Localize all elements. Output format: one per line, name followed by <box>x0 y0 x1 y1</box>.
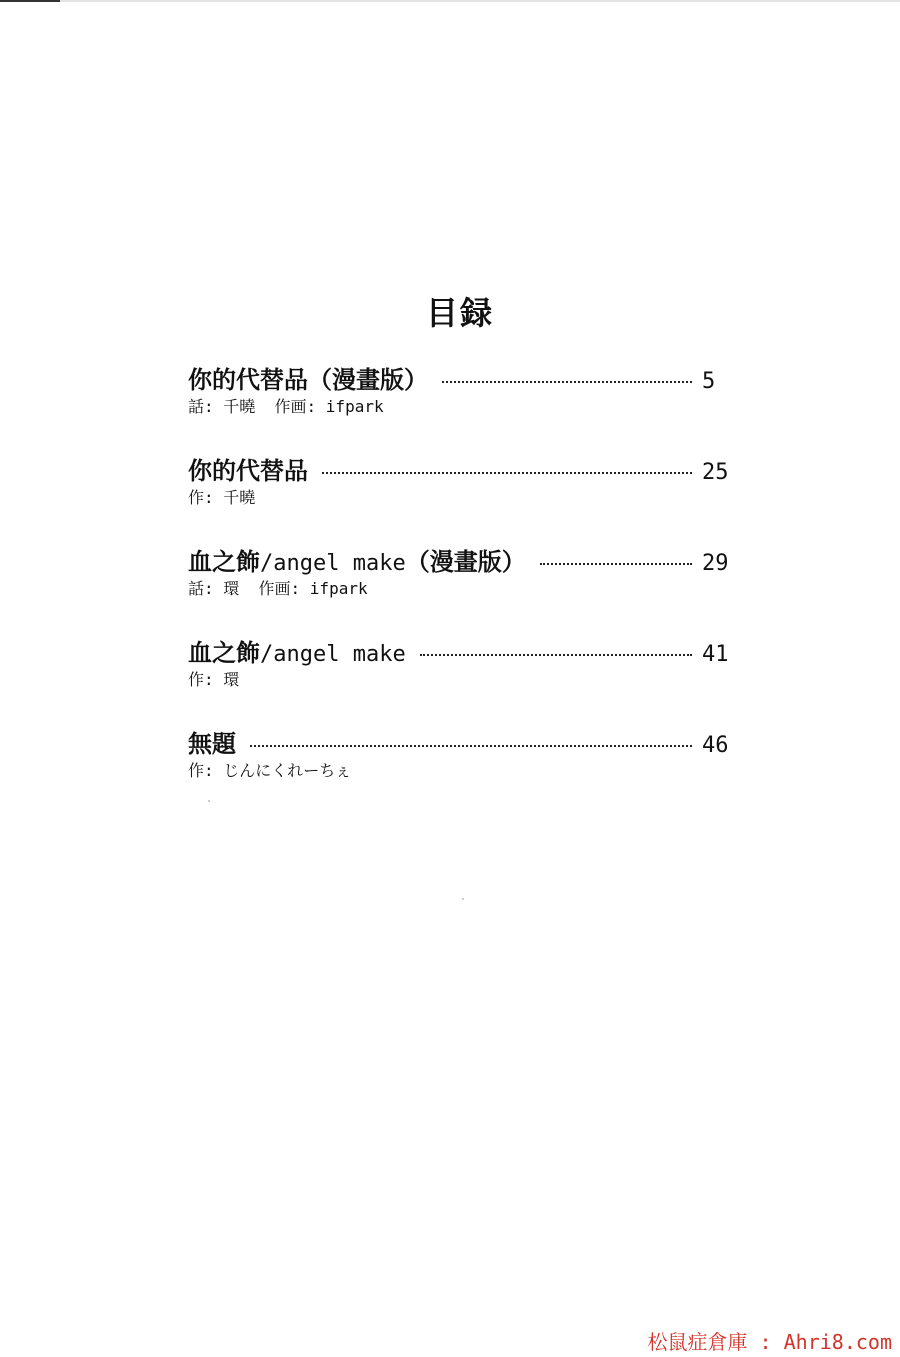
toc-entry-line <box>188 724 736 756</box>
toc-entry-title <box>188 724 236 759</box>
scan-top-border <box>0 0 900 2</box>
toc-entry-line <box>188 360 736 392</box>
table-of-contents <box>188 360 736 815</box>
toc-entry-title-cjk: 無題 <box>188 729 236 758</box>
toc-entry[interactable] <box>188 451 736 542</box>
toc-entry-title <box>188 451 308 486</box>
toc-entry-title <box>188 542 526 577</box>
toc-page-number: 46 <box>702 733 729 758</box>
toc-entry-line <box>188 451 736 483</box>
toc-leader-dots <box>420 654 692 656</box>
scan-speck <box>462 898 464 900</box>
toc-leader-dots <box>442 381 692 383</box>
toc-page-number: 25 <box>702 460 729 485</box>
toc-entry-title-suffix: （漫畫版） <box>405 547 526 576</box>
toc-entry-title <box>188 633 406 668</box>
toc-entry[interactable] <box>188 542 736 633</box>
toc-page-number: 29 <box>702 551 729 576</box>
toc-entry-line <box>188 633 736 665</box>
toc-entry-credit: 作: 環 <box>188 670 240 689</box>
toc-entry-credit: 話: 千曉 作画: ifpark <box>188 397 384 416</box>
toc-entry-credit: 作: じんにくれーちぇ <box>188 761 352 780</box>
toc-entry[interactable] <box>188 724 736 815</box>
page-title: 目録 <box>425 294 494 332</box>
scan-speck <box>208 800 210 802</box>
toc-entry-title-cjk: 血之飾 <box>188 547 260 576</box>
toc-leader-dots <box>250 745 692 747</box>
toc-leader-dots <box>540 563 692 565</box>
toc-entry-credit: 作: 千曉 <box>188 488 256 507</box>
toc-entry-title-cjk: 你的代替品（漫畫版） <box>188 365 428 394</box>
toc-entry-title-latin: /angel make <box>260 642 406 667</box>
toc-page-number: 41 <box>702 642 729 667</box>
toc-leader-dots <box>322 472 692 474</box>
toc-entry-title-cjk: 你的代替品 <box>188 456 308 485</box>
toc-entry[interactable] <box>188 360 736 451</box>
toc-entry-title <box>188 360 428 395</box>
toc-page-number: 5 <box>702 369 716 394</box>
toc-entry-title-cjk: 血之飾 <box>188 638 260 667</box>
toc-entry[interactable] <box>188 633 736 724</box>
toc-entry-line <box>188 542 736 574</box>
toc-entry-credit: 話: 環 作画: ifpark <box>188 579 368 598</box>
site-watermark: 松鼠症倉庫 : Ahri8.com <box>647 1330 892 1354</box>
toc-entry-title-latin: /angel make <box>260 551 406 576</box>
